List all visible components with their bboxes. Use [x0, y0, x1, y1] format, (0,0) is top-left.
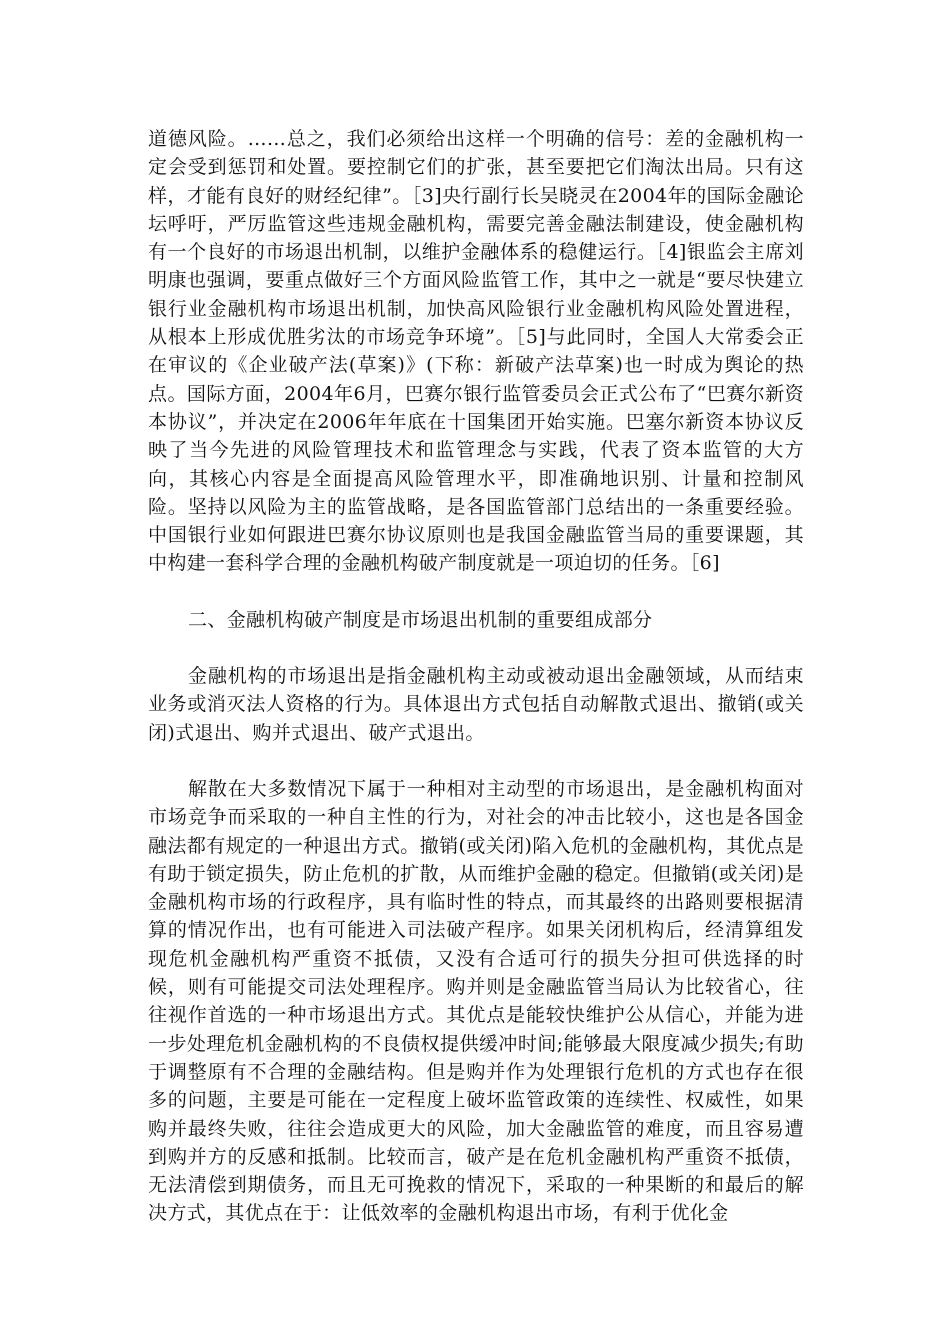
- paragraph-3: 解散在大多数情况下属于一种相对主动型的市场退出，是金融机构面对市场竞争而采取的一种自主性的行为，对社会的冲击比较小，这也是各国金融法都有规定的一种退出方式。撤销(或关闭)陷入危机的金融机构，其优点是有助于锁定损失，防止危机的扩散，从而维护金融的稳定。但撤销(或关闭)是金融机构市场的行政程序，具有临时性的特点，而其最终的出路则要根据清算的情况作出，也有可能进入司法破产程序。如果关闭机构后，经清算组发现危机金融机构严重资不抵债，又没有合适可行的损失分担可供选择的时候，则有可能提交司法处理程序。购并则是金融监管当局认为比较省心，往往视作首选的一种市场退出方式。其优点是能较快维护公从信心，并能为进一步处理危机金融机构的不良债权提供缓冲时间;能够最大限度减少损失;有助于调整原有不合理的金融结构。但是购并作为处理银行危机的方式也存在很多的问题，主要是可能在一定程度上破坏监管政策的连续性、权威性，如果购并最终失败，往往会造成更大的风险，加大金融监管的难度，而且容易遭到购并方的反感和抵制。比较而言，破产是在危机金融机构严重资不抵债，无法清偿到期债务，而且无可挽救的情况下，采取的一种果断的和最后的解决方式，其优点在于：让低效率的金融机构退出市场，有利于优化金: [148, 777, 804, 1225]
- document-body: [148, 125, 804, 1228]
- paragraph-2: 金融机构的市场退出是指金融机构主动或被动退出金融领域，从而结束业务或消灭法人资格的行为。具体退出方式包括自动解散式退出、撤销(或关闭)式退出、购并式退出、破产式退出。: [148, 665, 804, 744]
- paragraph-1: 道德风险。……总之，我们必须给出这样一个明确的信号：差的金融机构一定会受到惩罚和处置。要控制它们的扩张，甚至要把它们淘汰出局。只有这样，才能有良好的财经纪律”。［3]央行副行长吴晓灵在2004年的国际金融论坛呼吁，严厉监管这些违规金融机构，需要完善金融法制建设，使金融机构有一个良好的市场退出机制，以维护金融体系的稳健运行。［4]银监会主席刘明康也强调，要重点做好三个方面风险监管工作，其中之一就是“要尽快建立银行业金融机构市场退出机制，加快高风险银行业金融机构风险处置进程，从根本上形成优胜劣汰的市场竞争环境”。［5]与此同时，全国人大常委会正在审议的《企业破产法(草案)》(下称：新破产法草案)也一时成为舆论的热点。国际方面，2004年6月，巴赛尔银行监管委员会正式公布了“巴赛尔新资本协议”，并决定在2006年年底在十国集团开始实施。巴塞尔新资本协议反映了当今先进的风险管理技术和监管理念与实践，代表了资本监管的大方向，其核心内容是全面提高风险管理水平，即准确地识别、计量和控制风险。坚持以风险为主的监管战略，是各国监管部门总结出的一条重要经验。中国银行业如何跟进巴赛尔协议原则也是我国金融监管当局的重要课题，其中构建一套科学合理的金融机构破产制度就是一项迫切的任务。［6]: [148, 128, 804, 575]
- section-heading: 二、金融机构破产制度是市场退出机制的重要组成部分: [188, 608, 653, 631]
